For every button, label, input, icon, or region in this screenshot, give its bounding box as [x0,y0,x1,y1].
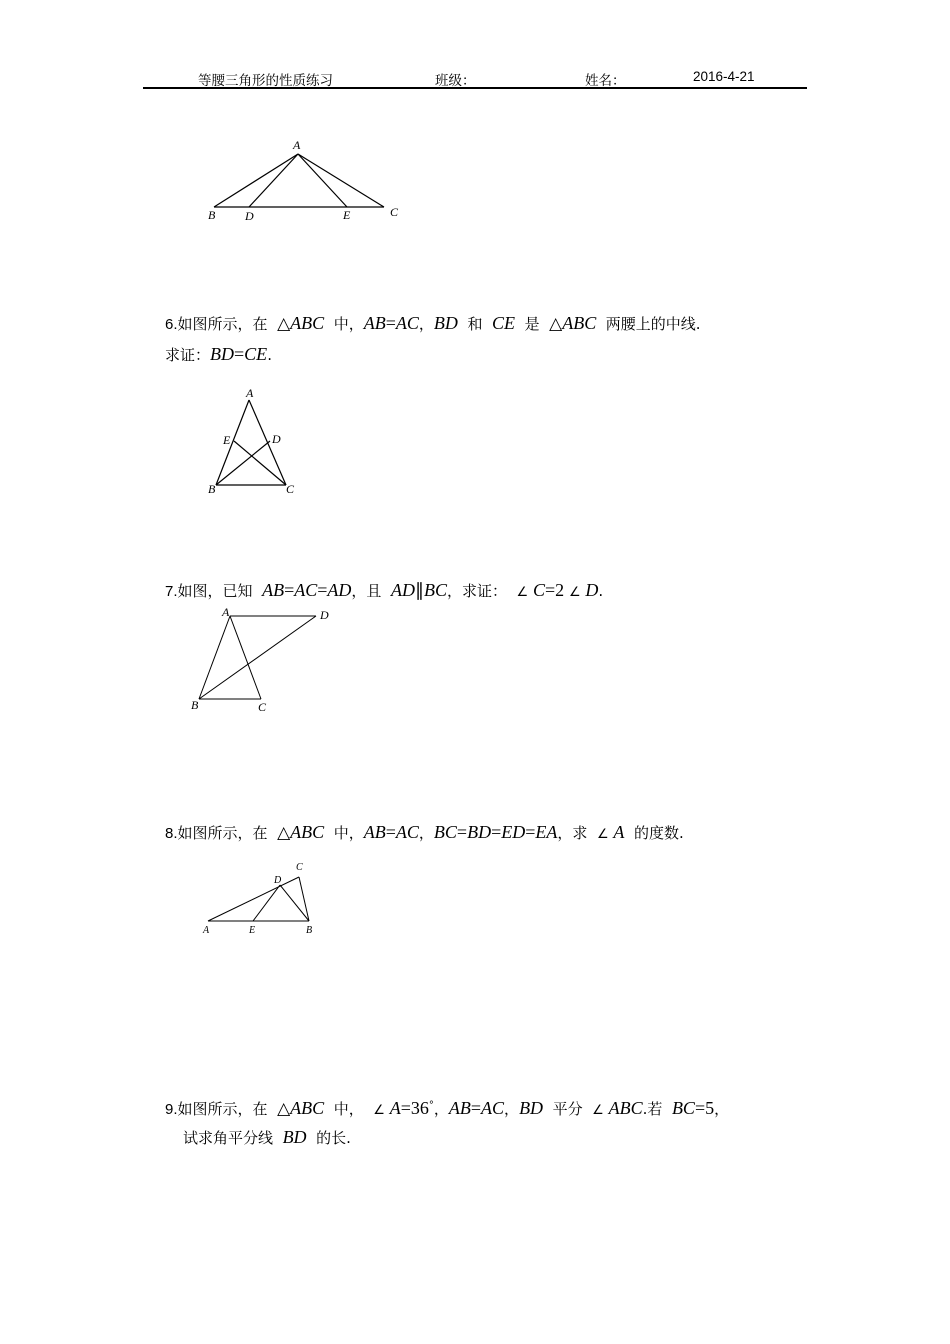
question-6-line-2: 求证：BD=CE. [165,344,272,364]
figure-top-triangle [200,135,410,225]
label-E: E [223,433,231,447]
question-9-line-1: 9.如图所示，在 △ABC 中， ∠ A=36°，AB=AC，BD 平分 ∠ ABC.若 BC=5， [165,1098,730,1119]
label-B: B [208,208,216,222]
label-D: D [245,209,254,223]
label-D: D [272,432,281,446]
question-number: 9. [165,1101,178,1118]
label-B: B [191,698,199,712]
class-label: 班级： [435,73,476,89]
label-B: B [306,925,313,936]
label-D: D [274,875,282,886]
name-label: 姓名： [585,73,626,89]
figure-q6-triangle [200,385,310,500]
label-C: C [390,205,399,219]
header-rule [143,87,807,89]
label-E: E [343,208,351,222]
label-C: C [296,862,303,873]
question-number: 7. [165,583,178,600]
figure-q8-triangle [198,858,328,940]
label-A: A [246,386,254,400]
label-D: D [320,608,329,622]
figure-q7-quadrilateral [185,603,335,718]
label-A: A [203,925,210,936]
question-number: 6. [165,316,178,333]
question-number: 8. [165,825,178,842]
date: 2016-4-21 [693,69,755,84]
label-C: C [258,700,267,714]
label-C: C [286,482,295,496]
question-7-line-1: 7.如图，已知 AB=AC=AD，且 AD∥BC，求证： ∠ C=2 ∠ D. [165,580,604,600]
label-B: B [208,482,216,496]
question-9-line-2: 试求角平分线 BD 的长. [183,1127,351,1147]
worksheet-title: 等腰三角形的性质练习 [198,73,333,89]
label-A: A [222,605,230,619]
label-A: A [293,138,301,152]
label-E: E [249,925,256,936]
question-8-line-1: 8.如图所示，在 △ABC 中，AB=AC，BC=BD=ED=EA，求 ∠ A 的度数. [165,822,684,843]
question-6-line-1: 6.如图所示，在 △ABC 中，AB=AC，BD 和 CE 是 △ABC 两腰上的中线. [165,313,701,334]
